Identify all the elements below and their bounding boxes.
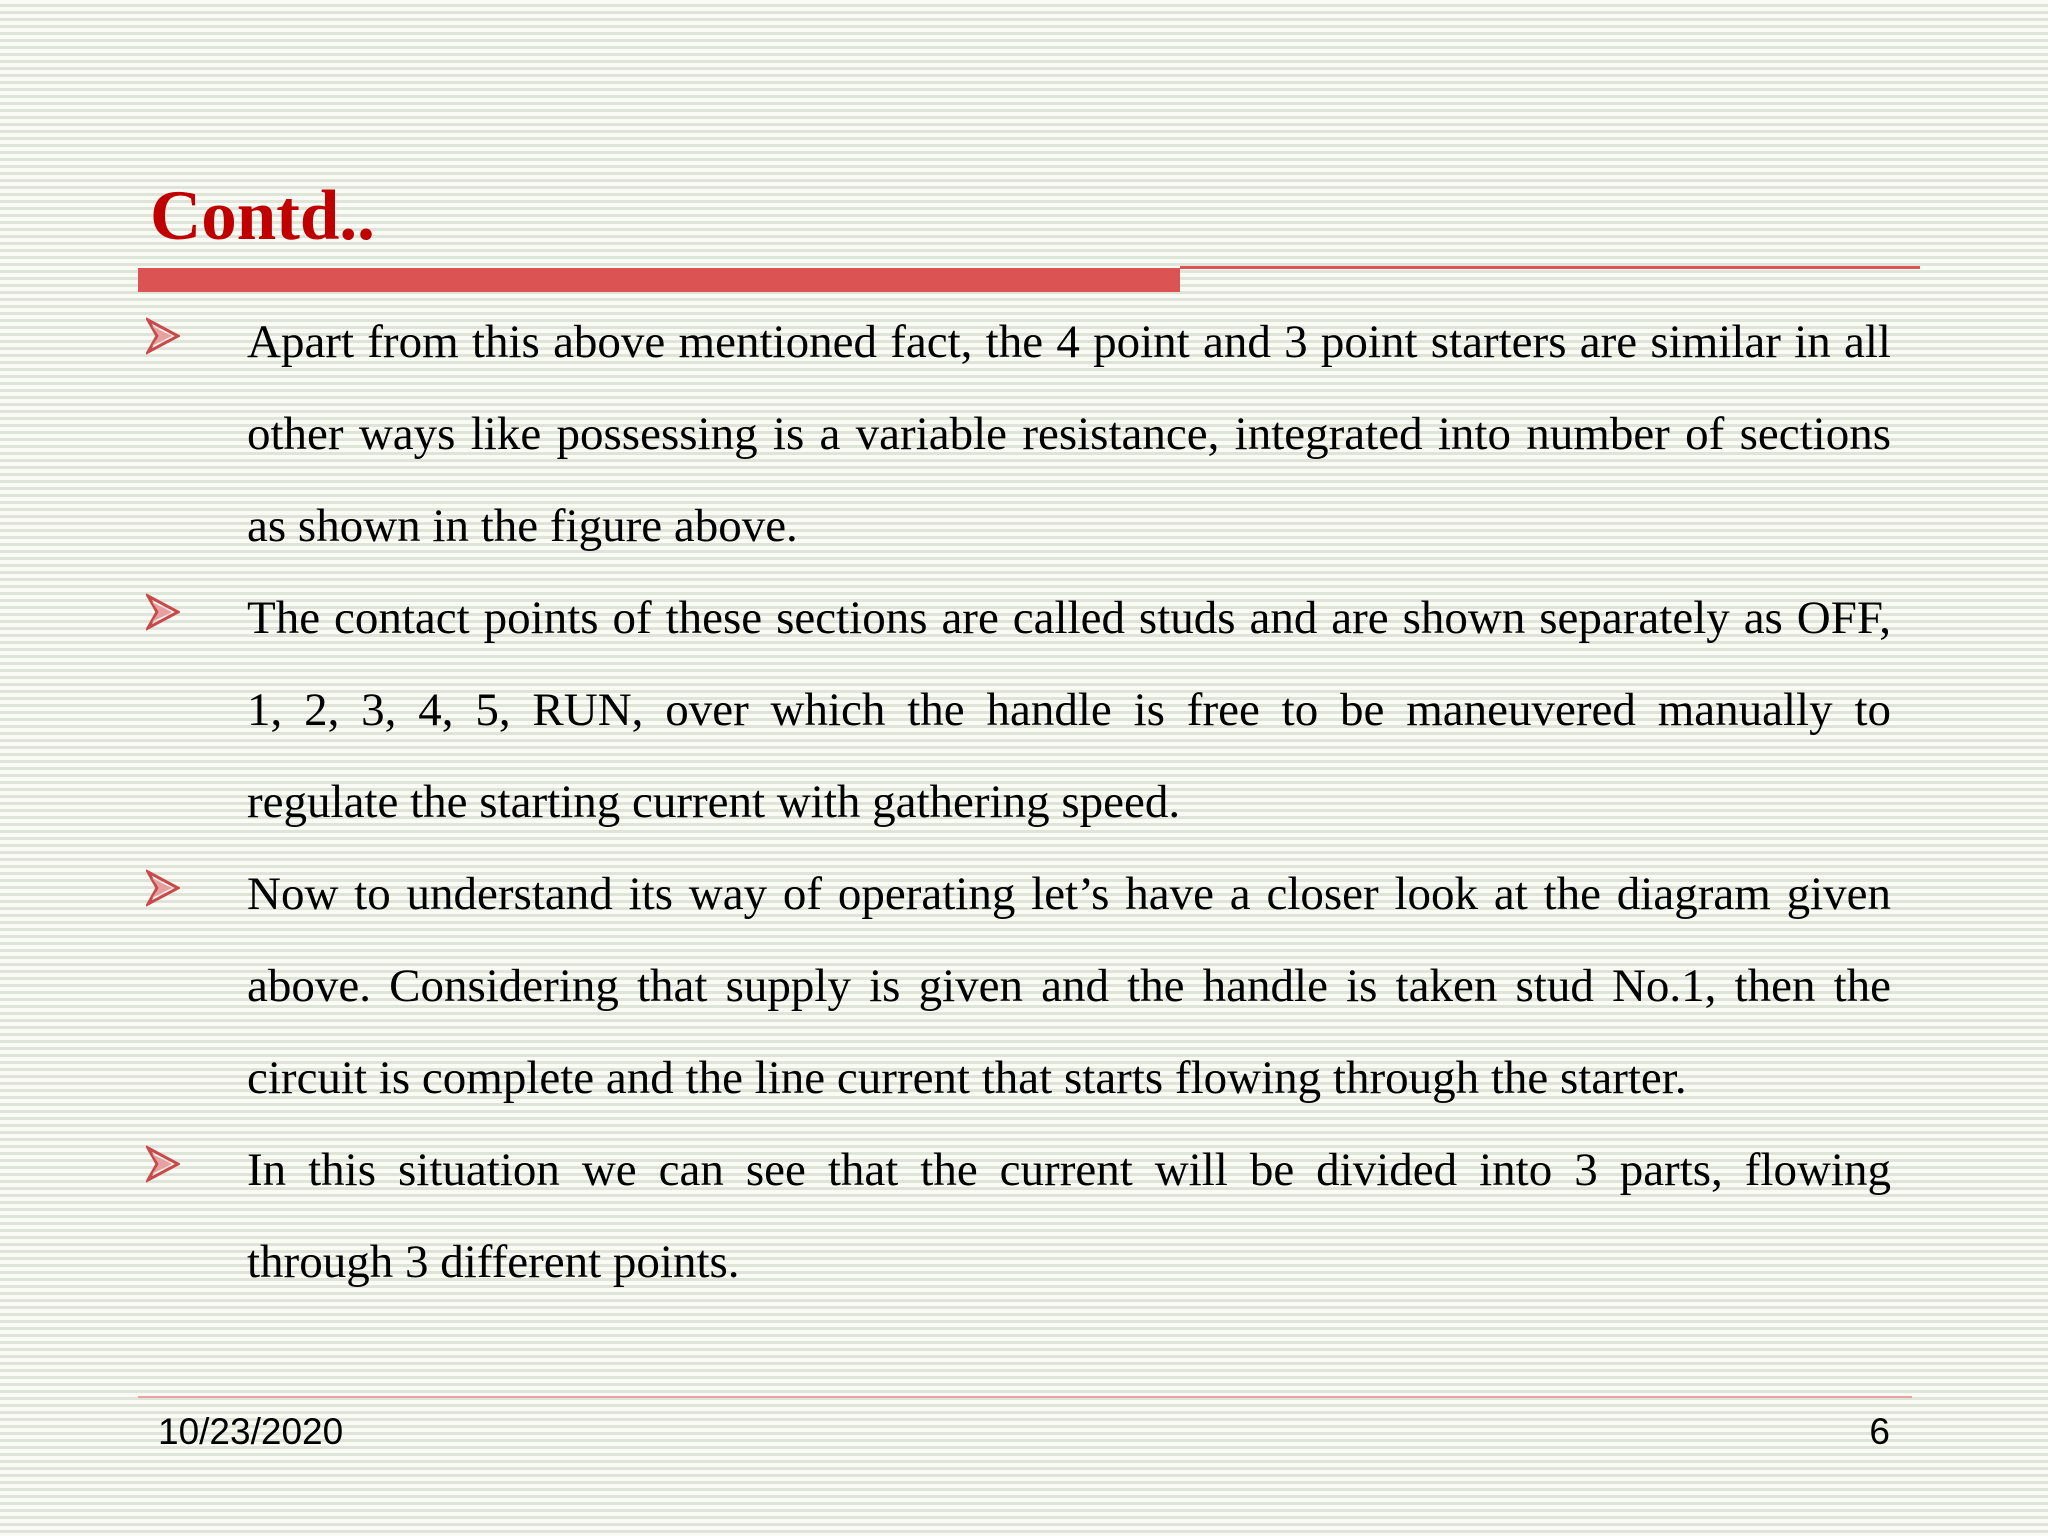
bullet-text: Apart from this above mentioned fact, the 4 point and 3 point starters are similar in all other ways like possessing is a variable resistance, integrated into number of sections as shown in the figure above. [247,316,1891,552]
bullet-item [0,848,2048,1124]
page-number: 6 [1869,1411,1890,1452]
bullet-text: Now to understand its way of operating let’s have a closer look at the diagram given above. Considering that supply is given and the handle is taken stud No.1, then the circuit is complete and the line current that starts flowing through the starter. [247,868,1891,1104]
title-underline-thin [1180,266,1920,269]
arrowhead-bullet-icon [146,592,180,632]
bullet-item [0,572,2048,848]
bullet-text: In this situation we can see that the current will be divided into 3 parts, flowing through 3 different points. [247,1144,1891,1288]
slide-title: Contd.. [150,177,375,255]
arrowhead-bullet-icon [146,316,180,356]
bullet-item [0,1124,2048,1308]
title-underline-thick [138,268,1180,292]
arrowhead-bullet-icon [146,868,180,908]
bullet-text: The contact points of these sections are called studs and are shown separately as OFF, 1, 2, 3, 4, 5, RUN, over which the handle is free to be maneuvered manually to regulate the starting current with gathering speed. [247,592,1891,828]
bullet-list [0,296,2048,1308]
footer-divider [138,1396,1912,1398]
footer-date: 10/23/2020 [158,1411,344,1452]
bullet-item [0,296,2048,572]
arrowhead-bullet-icon [146,1144,180,1184]
